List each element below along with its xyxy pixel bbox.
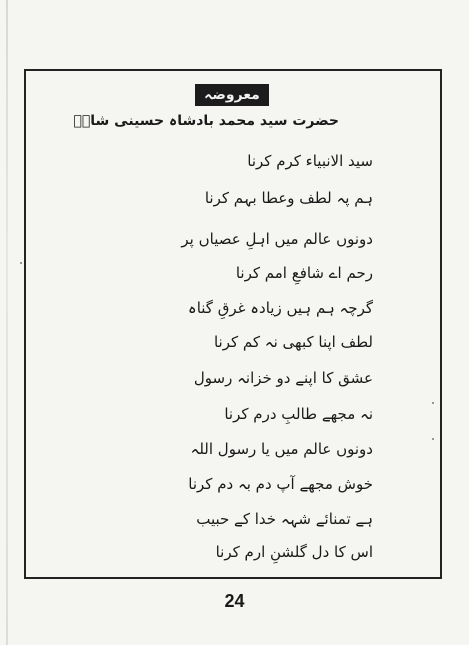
poem-border-frame <box>24 69 442 579</box>
verse-line: دونوں عالم میں یا رسول اللہ <box>190 440 373 458</box>
verse-line: سید الانبیاء کرم کرنا <box>247 152 373 170</box>
verse-line: لطف اپنا کبھی نہ کم کرنا <box>213 333 373 351</box>
verse-line: عشق کا اپنے دو خزانہ رسول <box>193 369 373 387</box>
verse-line: ہم پہ لطف وعطا بہم کرنا <box>204 189 373 207</box>
page-edge <box>6 0 8 645</box>
verse-line: نہ مجھے طالبِ درم کرنا <box>224 405 373 423</box>
print-speck <box>432 438 434 440</box>
verse-line: دونوں عالم میں اہلِ عصیاں پر <box>181 230 373 248</box>
verse-line: گرچہ ہم ہیں زیادہ غرقِ گناہ <box>187 299 373 317</box>
verse-line: رحم اے شافعِ امم کرنا <box>235 264 373 282</box>
print-speck <box>20 262 22 264</box>
poem-author: حضرت سید محمد بادشاہ حسینی شاہؒ <box>73 113 339 129</box>
verse-line: ہے تمنائے شہہ خدا کے حبیب <box>196 510 373 528</box>
print-speck <box>432 402 434 404</box>
verse-line: اس کا دل گلشنِ ارم کرنا <box>215 543 373 561</box>
page-number: 24 <box>224 591 245 611</box>
poem-heading: معروضہ <box>195 84 269 106</box>
verse-line: خوش مجھے آپ دم بہ دم کرنا <box>188 475 373 493</box>
